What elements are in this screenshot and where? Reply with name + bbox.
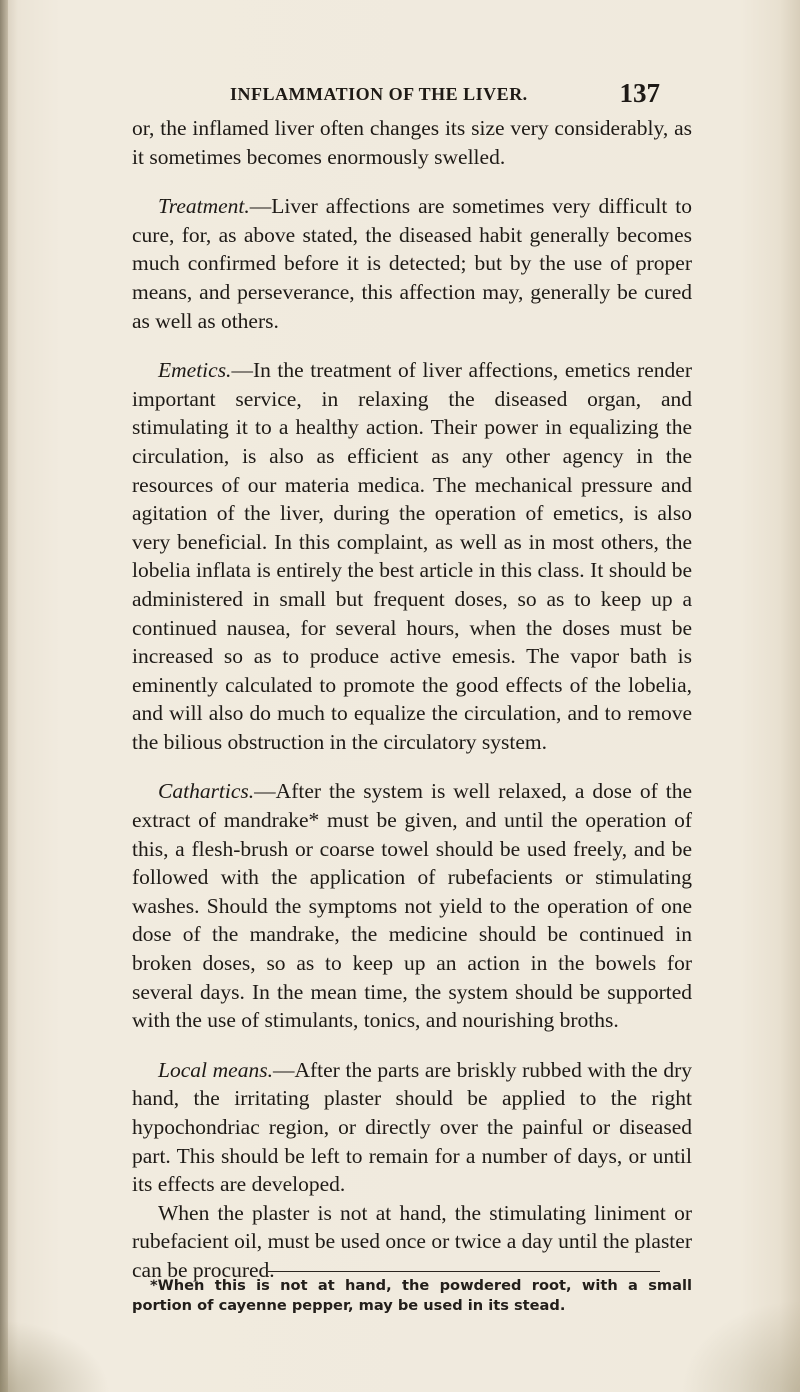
- section-heading: Emetics.: [158, 358, 232, 383]
- footnote-rule: [268, 1271, 660, 1272]
- paragraph-text: —In the treatment of liver affections, emetics render important service, in relaxing the diseased organ, and stimulating it to a healthy action. Their power in equalizing the circulation, is also as efficient as any other agency in the resources of our materia medica. The mechanical pressure and agitation of the liver, during the operation of emetics, is also very beneficial. In this complaint, as well as in most others, the lobelia inflata is entirely the best article in this class. It should be administered in small but frequent doses, so as to keep up a continued nausea, for several hours, when the doses must be increased so as to produce active emesis. The vapor bath is eminently calculated to promote the good effects of the lobelia, and will also do much to equalize the circulation, and to remove the bilious obstruction in the circulatory system.: [132, 358, 692, 754]
- paragraph-treatment: [132, 192, 692, 335]
- footnote: *When this is not at hand, the powdered root, with a small portion of cayenne pepper, may be used in its stead.: [132, 1277, 692, 1314]
- paragraph-emetics: [132, 356, 692, 756]
- page-number: 137: [619, 78, 660, 108]
- page-stain: [680, 1300, 800, 1392]
- page-stain: [0, 1320, 110, 1392]
- running-head: INFLAMMATION OF THE LIVER.: [230, 84, 528, 104]
- paragraph-text: —After the parts are briskly rubbed with the dry hand, the irritating plaster should be applied to the right hypochondriac region, or directly over the painful or diseased part. This should be left to remain for a number of days, or until its effects are developed.: [132, 1057, 692, 1197]
- page-binding-shadow: [0, 0, 8, 1392]
- section-heading: Local means.: [158, 1057, 273, 1082]
- paragraph-cathartics: [132, 777, 692, 1034]
- paragraph-text: —After the system is well relaxed, a dose of the extract of mandrake* must be given, and until the operation of this, a flesh-brush or coarse towel should be used freely, and be followed with the application of rubefacients or stimulating washes. Should the symptoms not yield to the operation of one dose of the mandrake, the medicine should be continued in broken doses, so as to keep up an action in the bowels for several days. In the mean time, the system should be supported with the use of stimulants, tonics, and nourishing broths.: [132, 779, 692, 1033]
- paragraph: [132, 114, 692, 171]
- paragraph-local-means: [132, 1056, 692, 1199]
- paragraph-text: —Liver affections are sometimes very difficult to cure, for, as above stated, the diseased habit generally becomes much confirmed before it is detected; but by the use of proper means, and perseverance, this affection may, generally be cured as well as others.: [132, 194, 692, 333]
- body-text: [132, 114, 692, 1285]
- paragraph-text: When the plaster is not at hand, the stimulating liniment or rubefacient oil, must be used once or twice a day until the plaster can be procured.: [132, 1200, 692, 1282]
- section-heading: Treatment.: [158, 194, 250, 219]
- paragraph-text: or, the inflamed liver often changes its size very considerably, as it sometimes becomes enormously swelled.: [132, 116, 692, 169]
- section-heading: Cathartics.: [158, 779, 255, 804]
- page-header: [230, 78, 660, 108]
